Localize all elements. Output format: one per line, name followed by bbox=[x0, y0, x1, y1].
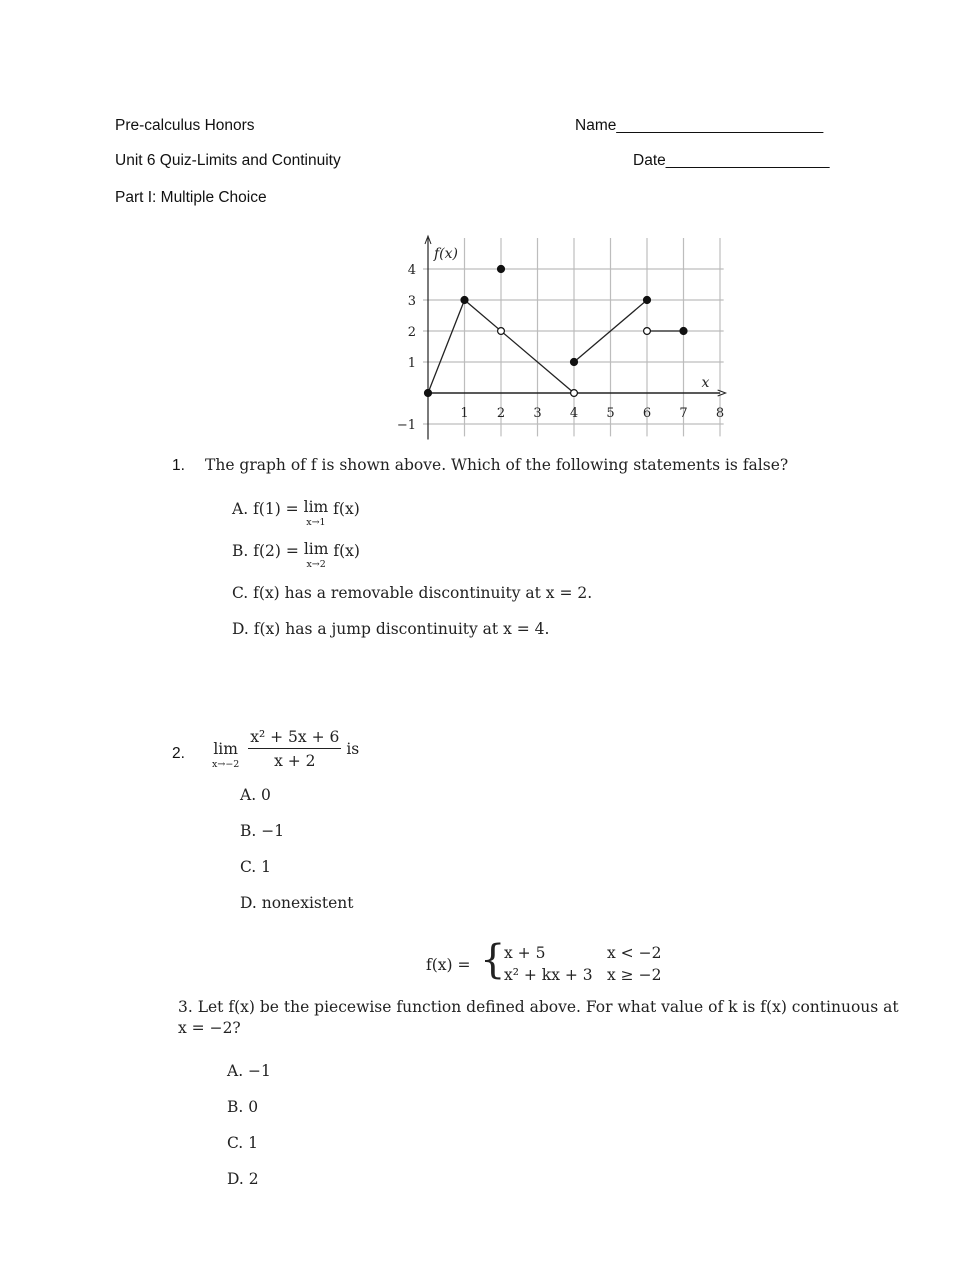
q1-choice-b-sub: x→2 bbox=[306, 558, 326, 570]
q1-choice-b-right: f(x) bbox=[333, 542, 360, 560]
q2-choice-c: C. 1 bbox=[240, 858, 272, 876]
q1-choice-a-lim: lim bbox=[303, 498, 329, 516]
x-tick-label: 6 bbox=[642, 406, 652, 421]
y-tick-label: 3 bbox=[407, 294, 416, 309]
closed-point bbox=[680, 327, 687, 334]
q1-number: 1. bbox=[172, 457, 185, 474]
quiz-title: Unit 6 Quiz-Limits and Continuity bbox=[115, 152, 341, 169]
closed-point bbox=[643, 296, 650, 303]
x-tick-label: 3 bbox=[533, 406, 542, 421]
function-graph bbox=[385, 232, 730, 442]
x-tick-label: 8 bbox=[715, 406, 725, 421]
q3-lhs: f(x) = bbox=[426, 956, 471, 974]
q3-choice-c: C. 1 bbox=[227, 1134, 259, 1152]
name-field-label: Name________________________ bbox=[575, 117, 824, 134]
q3-case2-expr: x² + kx + 3 bbox=[504, 966, 593, 984]
q3-stem-line1: 3. Let f(x) be the piecewise function defined above. For what value of k is f(x) continuous at bbox=[178, 998, 899, 1016]
y-tick-label: 1 bbox=[407, 356, 416, 371]
q2-limit bbox=[212, 742, 239, 769]
q2-lim-sub: x→−2 bbox=[212, 758, 240, 770]
q3-stem-line2: x = −2? bbox=[178, 1019, 241, 1037]
q2-suffix: is bbox=[346, 740, 360, 758]
x-tick-label: 5 bbox=[606, 406, 615, 421]
graph-segment bbox=[465, 300, 575, 393]
q1-stem: The graph of f is shown above. Which of the following statements is false? bbox=[205, 456, 789, 474]
graph-segment bbox=[428, 300, 465, 393]
date-field-label: Date___________________ bbox=[633, 152, 830, 169]
q3-brace: { bbox=[480, 937, 506, 983]
x-tick-label: 7 bbox=[679, 406, 688, 421]
q2-choice-a: A. 0 bbox=[240, 786, 271, 804]
q1-choice-a-sub: x→1 bbox=[306, 516, 326, 528]
open-point bbox=[571, 390, 578, 397]
q3-choice-a: A. −1 bbox=[227, 1062, 271, 1080]
q1-choice-a-left: f(1) = bbox=[253, 500, 299, 518]
part-heading: Part I: Multiple Choice bbox=[115, 189, 267, 206]
closed-point bbox=[570, 358, 577, 365]
q3-case1-cond: x < −2 bbox=[607, 944, 662, 962]
x-tick-label: 4 bbox=[569, 406, 579, 421]
course-title: Pre-calculus Honors bbox=[115, 117, 255, 134]
q1-choice-b bbox=[232, 542, 360, 569]
q1-choice-a-letter: A. bbox=[232, 500, 249, 518]
q3-case1-expr: x + 5 bbox=[504, 944, 546, 962]
x-tick-label: 1 bbox=[460, 406, 469, 421]
open-point bbox=[498, 328, 505, 335]
q2-choice-d: D. nonexistent bbox=[240, 894, 354, 912]
q1-choice-c: C. f(x) has a removable discontinuity at x = 2. bbox=[232, 584, 593, 602]
q1-choice-a-limit bbox=[304, 500, 329, 527]
q3-choice-d: D. 2 bbox=[227, 1170, 259, 1188]
closed-point bbox=[424, 389, 431, 396]
q1-choice-b-limit bbox=[304, 542, 329, 569]
q3-choice-b: B. 0 bbox=[227, 1098, 259, 1116]
y-axis-label: f(x) bbox=[434, 246, 459, 262]
q2-choice-b: B. −1 bbox=[240, 822, 285, 840]
open-point bbox=[644, 328, 651, 335]
q3-case2-cond: x ≥ −2 bbox=[607, 966, 662, 984]
q1-choice-b-left: f(2) = bbox=[253, 542, 299, 560]
x-tick-label: 2 bbox=[496, 406, 506, 421]
q1-choice-a bbox=[232, 500, 360, 527]
q1-choice-d: D. f(x) has a jump discontinuity at x = 4. bbox=[232, 620, 550, 638]
q1-choice-a-right: f(x) bbox=[333, 500, 360, 518]
q1-choice-b-lim: lim bbox=[303, 540, 329, 558]
q2-denominator: x + 2 bbox=[274, 752, 316, 770]
closed-point bbox=[497, 265, 504, 272]
y-tick-label: 2 bbox=[407, 325, 416, 340]
q2-numerator: x² + 5x + 6 bbox=[248, 728, 341, 749]
y-tick-label: 4 bbox=[407, 263, 416, 278]
q2-number: 2. bbox=[172, 745, 185, 762]
q1-choice-b-letter: B. bbox=[232, 542, 249, 560]
closed-point bbox=[461, 296, 468, 303]
x-axis-label: x bbox=[701, 375, 710, 391]
q2-fraction bbox=[248, 728, 341, 770]
y-tick-label: −1 bbox=[396, 418, 416, 433]
q2-lim: lim bbox=[213, 740, 238, 758]
q2-expression bbox=[212, 728, 359, 770]
